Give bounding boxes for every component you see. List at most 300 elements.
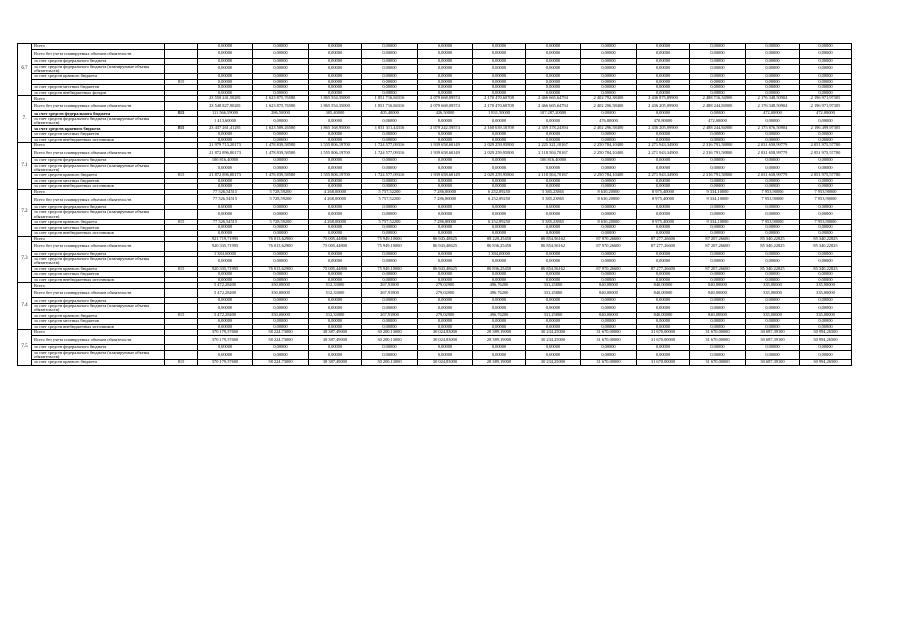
amount-cell: 30 024,83000 <box>418 360 473 366</box>
amount-cell: 7 286,80000 <box>418 195 473 204</box>
amount-cell: 0,00000 <box>690 131 746 137</box>
amount-cell: 1 623 589,26580 <box>253 126 309 132</box>
table-row <box>18 195 852 204</box>
amount-cell: 0,00000 <box>800 73 852 79</box>
amount-cell: 0,00000 <box>309 304 362 313</box>
amount-cell: 6 252,89250 <box>473 189 526 195</box>
section-number: 7.4 <box>18 283 32 330</box>
amount-cell: 2 436 875,89900 <box>637 96 690 102</box>
amount-cell: 30 024,83000 <box>418 330 473 336</box>
section-number: 7. <box>18 96 32 143</box>
amount-cell: 38 387,49000 <box>309 330 362 336</box>
amount-cell: 1 939 658,60149 <box>418 148 473 157</box>
amount-cell: 2 031 658,99779 <box>746 173 800 179</box>
amount-cell: 0,00000 <box>198 319 253 325</box>
amount-cell: 85 340,22825 <box>746 236 800 242</box>
amount-cell: 0,00000 <box>362 163 418 172</box>
amount-cell: 0,00000 <box>473 298 526 304</box>
amount-cell: 5 728,59200 <box>253 195 309 204</box>
amount-cell: 0,00000 <box>581 345 637 351</box>
amount-cell: 0,00000 <box>362 204 418 210</box>
amount-cell: 0,00000 <box>473 178 526 184</box>
table-row <box>18 210 852 219</box>
amount-cell: 7 953,90000 <box>800 195 852 204</box>
amount-cell: 0,00000 <box>253 131 309 137</box>
amount-cell: 0,00000 <box>637 58 690 64</box>
amount-cell: 0,00000 <box>526 277 581 283</box>
amount-cell: 0,00000 <box>581 184 637 190</box>
amount-cell: 335,00000 <box>746 283 800 289</box>
amount-cell: 0,00000 <box>637 178 690 184</box>
amount-cell: 0,00000 <box>253 64 309 73</box>
amount-cell: 2 176 348,50904 <box>746 101 800 110</box>
amount-cell: 0,00000 <box>690 184 746 190</box>
amount-cell: 385,40000 <box>309 111 362 117</box>
amount-cell: 0,00000 <box>418 158 473 164</box>
amount-cell: 2 029 259,95800 <box>473 143 526 149</box>
amount-cell: 2 316 791,58800 <box>690 173 746 179</box>
amount-cell: 0,00000 <box>362 272 418 278</box>
amount-cell: 107 287,20000 <box>526 111 581 117</box>
amount-cell: 30 200,13000 <box>362 335 418 344</box>
amount-cell: 0,00000 <box>362 184 418 190</box>
amount-cell: 0,00000 <box>746 277 800 283</box>
amount-cell: 0,00000 <box>800 204 852 210</box>
amount-cell: 0,00000 <box>253 210 309 219</box>
amount-cell: 0,00000 <box>581 137 637 143</box>
amount-cell: 0,00000 <box>473 58 526 64</box>
amount-cell: 0,00000 <box>690 251 746 257</box>
amount-cell: 30 234,25000 <box>526 335 581 344</box>
amount-cell: 2 250 784,10400 <box>581 143 637 149</box>
amount-cell: 23 437 261,41281 <box>198 126 253 132</box>
amount-cell: 0,00000 <box>690 44 746 50</box>
amount-cell: 21 872 896,80173 <box>198 148 253 157</box>
amount-cell: 0,00000 <box>309 319 362 325</box>
amount-cell: 0,00000 <box>198 277 253 283</box>
amount-cell: 0,00000 <box>418 85 473 91</box>
amount-cell: 2 488 244,84900 <box>690 101 746 110</box>
amount-cell: 0,00000 <box>637 324 690 330</box>
amount-cell: 7 953,90000 <box>746 189 800 195</box>
amount-cell: 0,00000 <box>690 298 746 304</box>
amount-cell: 0,00000 <box>473 79 526 85</box>
amount-cell: 0,00000 <box>418 64 473 73</box>
amount-cell: 840,00000 <box>581 289 637 298</box>
section-number: 7.5 <box>18 330 32 366</box>
budget-code <box>165 116 198 125</box>
amount-cell: 0,00000 <box>800 272 852 278</box>
amount-cell: 2 170 470,60708 <box>473 96 526 102</box>
amount-cell: 0,00000 <box>309 90 362 96</box>
amount-cell: 0,00000 <box>473 350 526 359</box>
amount-cell: 0,00000 <box>690 58 746 64</box>
amount-cell: 0,00000 <box>473 158 526 164</box>
amount-cell: 0,00000 <box>473 272 526 278</box>
amount-cell: 5 757,52200 <box>362 219 418 225</box>
amount-cell: 30 994,26500 <box>800 330 852 336</box>
amount-cell: 0,00000 <box>253 90 309 96</box>
amount-cell: 31 670,00000 <box>690 360 746 366</box>
amount-cell: 0,00000 <box>253 257 309 266</box>
amount-cell: 267,91800 <box>362 313 418 319</box>
amount-cell: 7 953,90000 <box>800 189 852 195</box>
amount-cell: 0,00000 <box>526 345 581 351</box>
amount-cell: 0,00000 <box>690 111 746 117</box>
amount-cell: 0,00000 <box>526 163 581 172</box>
funding-source-label: Всего без учета планируемых объемов обязательств <box>32 195 165 204</box>
budget-code <box>165 242 198 251</box>
amount-cell: 512,33000 <box>309 283 362 289</box>
amount-cell: 87 970,26600 <box>581 236 637 242</box>
table-row <box>18 163 852 172</box>
amount-cell: 0,00000 <box>690 319 746 325</box>
amount-cell: 0,00000 <box>581 111 637 117</box>
amount-cell: 286,50000 <box>253 111 309 117</box>
amount-cell: 86 854,56162 <box>526 236 581 242</box>
funding-source-label: за счет средств внебюджетных источников <box>32 184 165 190</box>
amount-cell: 0,00000 <box>581 131 637 137</box>
amount-cell: 0,00000 <box>253 272 309 278</box>
amount-cell: 0,00000 <box>473 49 526 58</box>
amount-cell: 0,00000 <box>198 204 253 210</box>
amount-cell: 0,00000 <box>526 44 581 50</box>
budget-code <box>165 350 198 359</box>
amount-cell: 0,00000 <box>526 85 581 91</box>
amount-cell: 0,00000 <box>526 73 581 79</box>
amount-cell: 0,00000 <box>309 79 362 85</box>
amount-cell: 0,00000 <box>473 44 526 50</box>
amount-cell: 87 970,26600 <box>581 266 637 272</box>
amount-cell: 2 466 665,64794 <box>526 96 581 102</box>
amount-cell: 0,00000 <box>362 319 418 325</box>
amount-cell: 76 013,62900 <box>253 242 309 251</box>
amount-cell: 512,33000 <box>309 289 362 298</box>
amount-cell: 0,00000 <box>473 137 526 143</box>
amount-cell: 0,00000 <box>309 73 362 79</box>
funding-source-label: за счет средств федерального бюджета (планируемые объемы обязательств) <box>32 304 165 313</box>
amount-cell: 0,00000 <box>581 49 637 58</box>
amount-cell: 9 334,10000 <box>690 189 746 195</box>
amount-cell: 840,00000 <box>690 283 746 289</box>
amount-cell: 5 728,59200 <box>253 219 309 225</box>
amount-cell: 0,00000 <box>473 257 526 266</box>
amount-cell: 2 436 205,09900 <box>637 101 690 110</box>
amount-cell: 0,00000 <box>526 90 581 96</box>
amount-cell: 0,00000 <box>418 345 473 351</box>
funding-source-label: за счет средств федерального бюджета <box>32 204 165 210</box>
amount-cell: 0,00000 <box>526 251 581 257</box>
funding-source-label: за счет средств местных бюджетов <box>32 85 165 91</box>
amount-cell: 7 953,90000 <box>746 219 800 225</box>
amount-cell: 0,00000 <box>637 298 690 304</box>
amount-cell: 31 670,00000 <box>637 360 690 366</box>
amount-cell: 0,00000 <box>309 158 362 164</box>
amount-cell: 0,00000 <box>690 90 746 96</box>
amount-cell: 0,00000 <box>526 137 581 143</box>
amount-cell: 0,00000 <box>198 298 253 304</box>
amount-cell: 0,00000 <box>418 231 473 237</box>
amount-cell: 0,00000 <box>800 49 852 58</box>
amount-cell: 0,00000 <box>526 304 581 313</box>
table-row <box>18 116 852 125</box>
amount-cell: 0,00000 <box>800 90 852 96</box>
amount-cell: 30 234,25000 <box>526 360 581 366</box>
amount-cell: 5 472,28400 <box>198 283 253 289</box>
amount-cell: 0,00000 <box>800 184 852 190</box>
amount-cell: 0,00000 <box>473 131 526 137</box>
amount-cell: 31 670,00000 <box>690 335 746 344</box>
amount-cell: 0,00000 <box>418 210 473 219</box>
table-row <box>18 350 852 359</box>
section-number: 6.7 <box>18 44 32 96</box>
amount-cell: 0,00000 <box>309 210 362 219</box>
amount-cell: 0,00000 <box>418 178 473 184</box>
amount-cell: 350,00000 <box>253 313 309 319</box>
amount-cell: 0,00000 <box>746 58 800 64</box>
amount-cell: 840,00000 <box>690 313 746 319</box>
amount-cell: 0,00000 <box>198 272 253 278</box>
amount-cell: 0,00000 <box>746 319 800 325</box>
amount-cell: 87 207,26600 <box>690 242 746 251</box>
amount-cell: 0,00000 <box>362 58 418 64</box>
amount-cell: 0,00000 <box>473 116 526 125</box>
amount-cell: 2 271 943,34900 <box>637 143 690 149</box>
amount-cell: 0,00000 <box>637 304 690 313</box>
amount-cell: 21 872 896,80173 <box>198 173 253 179</box>
amount-cell: 0,00000 <box>690 210 746 219</box>
amount-cell: 0,00000 <box>253 73 309 79</box>
amount-cell: 0,00000 <box>309 272 362 278</box>
amount-cell: 0,00000 <box>800 231 852 237</box>
funding-source-label: Всего без учета планируемых объемов обязательств <box>32 242 165 251</box>
amount-cell: 58 224,73000 <box>253 330 309 336</box>
amount-cell: 0,00000 <box>473 204 526 210</box>
amount-cell: 0,00000 <box>690 49 746 58</box>
amount-cell: 920 335,71995 <box>198 266 253 272</box>
amount-cell: 0,00000 <box>418 90 473 96</box>
amount-cell: 0,00000 <box>800 79 852 85</box>
amount-cell: 472,00000 <box>800 111 852 117</box>
amount-cell: 0,00000 <box>800 210 852 219</box>
amount-cell: 0,00000 <box>473 225 526 231</box>
amount-cell: 0,00000 <box>309 225 362 231</box>
amount-cell: 1 623 875,76580 <box>253 101 309 110</box>
amount-cell: 31 670,00000 <box>581 335 637 344</box>
amount-cell: 86 836,25458 <box>473 266 526 272</box>
amount-cell: 0,00000 <box>637 345 690 351</box>
amount-cell: 0,00000 <box>473 345 526 351</box>
amount-cell: 0,00000 <box>637 231 690 237</box>
funding-source-label: за счет средств краевого бюджета <box>32 313 165 319</box>
amount-cell: 2 029 259,95800 <box>473 148 526 157</box>
amount-cell: 0,00000 <box>690 79 746 85</box>
amount-cell: 86 943,48625 <box>418 242 473 251</box>
table-row <box>18 304 852 313</box>
amount-cell: 0,00000 <box>198 225 253 231</box>
amount-cell: 77 526,54515 <box>198 189 253 195</box>
amount-cell: 0,00000 <box>637 350 690 359</box>
amount-cell: 2 225 321,10167 <box>526 143 581 149</box>
amount-cell: 87 970,26600 <box>581 242 637 251</box>
budget-code: 815 <box>165 173 198 179</box>
amount-cell: 0,00000 <box>800 304 852 313</box>
amount-cell: 0,00000 <box>526 184 581 190</box>
amount-cell: 30 200,13000 <box>362 360 418 366</box>
amount-cell: 0,00000 <box>526 319 581 325</box>
amount-cell: 31 670,00000 <box>581 330 637 336</box>
amount-cell: 2 031 658,99779 <box>746 143 800 149</box>
amount-cell: 2 402 296,58400 <box>581 101 637 110</box>
amount-cell: 0,00000 <box>309 64 362 73</box>
amount-cell: 0,00000 <box>690 257 746 266</box>
amount-cell: 1 939 658,60149 <box>418 173 473 179</box>
amount-cell: 1 724 577,09316 <box>362 173 418 179</box>
table-row <box>18 257 852 266</box>
amount-cell: 0,00000 <box>746 44 800 50</box>
amount-cell: 5 757,52200 <box>362 189 418 195</box>
amount-cell: 0,00000 <box>253 204 309 210</box>
amount-cell: 0,00000 <box>637 131 690 137</box>
amount-cell: 0,00000 <box>800 257 852 266</box>
funding-source-label: Всего <box>32 143 165 149</box>
amount-cell: 0,00000 <box>253 277 309 283</box>
amount-cell: 9 334,10000 <box>690 219 746 225</box>
amount-cell: 921 719,71995 <box>198 236 253 242</box>
amount-cell: 335,00000 <box>800 289 852 298</box>
amount-cell: 0,00000 <box>526 225 581 231</box>
amount-cell: 0,00000 <box>309 137 362 143</box>
amount-cell: 76 013,62900 <box>253 266 309 272</box>
amount-cell: 0,00000 <box>309 204 362 210</box>
amount-cell: 28 389,19000 <box>473 360 526 366</box>
amount-cell: 1 555 806,19700 <box>309 143 362 149</box>
amount-cell: 405,40000 <box>362 111 418 117</box>
amount-cell: 0,00000 <box>800 350 852 359</box>
funding-source-label: за счет средств краевого бюджета <box>32 266 165 272</box>
amount-cell: 0,00000 <box>362 345 418 351</box>
amount-cell: 0,00000 <box>581 272 637 278</box>
amount-cell: 85 340,22825 <box>746 242 800 251</box>
amount-cell: 0,00000 <box>746 64 800 73</box>
budget-code <box>165 289 198 298</box>
amount-cell: 0,00000 <box>418 49 473 58</box>
amount-cell: 0,00000 <box>362 137 418 143</box>
amount-cell: 2 051 975,57780 <box>800 173 852 179</box>
amount-cell: 840,00000 <box>581 283 637 289</box>
amount-cell: 0,00000 <box>309 178 362 184</box>
amount-cell: 0,00000 <box>637 111 690 117</box>
funding-source-label: за счет средств местных бюджетов <box>32 178 165 184</box>
amount-cell: 0,00000 <box>746 163 800 172</box>
amount-cell: 0,00000 <box>198 58 253 64</box>
amount-cell: 0,00000 <box>690 350 746 359</box>
budget-code <box>165 304 198 313</box>
amount-cell: 2 402 296,58400 <box>581 126 637 132</box>
amount-cell: 86 854,56162 <box>526 242 581 251</box>
amount-cell: 335,00000 <box>746 313 800 319</box>
amount-cell: 2 031 658,99779 <box>746 148 800 157</box>
amount-cell: 0,00000 <box>253 178 309 184</box>
amount-cell: 0,00000 <box>198 90 253 96</box>
amount-cell: 2 170 470,60708 <box>473 101 526 110</box>
amount-cell: 0,00000 <box>637 163 690 172</box>
amount-cell: 0,00000 <box>690 73 746 79</box>
amount-cell: 0,00000 <box>581 350 637 359</box>
funding-source-label: за счет средств федерального бюджета <box>32 58 165 64</box>
amount-cell: 87 277,26600 <box>637 266 690 272</box>
amount-cell: 0,00000 <box>581 64 637 73</box>
amount-cell: 0,00000 <box>800 131 852 137</box>
funding-source-label: за счет средств местных бюджетов <box>32 131 165 137</box>
amount-cell: 58 224,73000 <box>253 335 309 344</box>
table-row <box>18 148 852 157</box>
funding-source-label: за счет средств федерального бюджета (планируемые объемы обязательств) <box>32 116 165 125</box>
amount-cell: 2 079 668,09574 <box>418 101 473 110</box>
amount-cell: 23 550 241,50281 <box>198 96 253 102</box>
amount-cell: 840,00000 <box>637 289 690 298</box>
budget-code: 815 <box>165 266 198 272</box>
amount-cell: 0,00000 <box>746 210 800 219</box>
funding-source-label: за счет средств местных бюджетов <box>32 272 165 278</box>
amount-cell: 0,00000 <box>418 131 473 137</box>
funding-source-label: Всего без учета планируемых объемов обязательств <box>32 335 165 344</box>
budget-code <box>165 257 198 266</box>
amount-cell: 0,00000 <box>690 272 746 278</box>
funding-source-label: за счет средств внебюджетных источников <box>32 277 165 283</box>
amount-cell: 0,00000 <box>746 49 800 58</box>
amount-cell: 0,00000 <box>637 64 690 73</box>
amount-cell: 0,00000 <box>526 350 581 359</box>
amount-cell: 0,00000 <box>309 163 362 172</box>
amount-cell: 2 316 791,58800 <box>690 143 746 149</box>
amount-cell: 0,00000 <box>800 324 852 330</box>
amount-cell: 0,00000 <box>581 58 637 64</box>
amount-cell: 0,00000 <box>637 251 690 257</box>
amount-cell: 6 252,89250 <box>473 195 526 204</box>
amount-cell: 0,00000 <box>309 231 362 237</box>
amount-cell: 0,00000 <box>690 64 746 73</box>
table-row <box>18 335 852 344</box>
amount-cell: 350,00000 <box>253 289 309 298</box>
amount-cell: 1 851 716,84316 <box>362 96 418 102</box>
amount-cell: 2 029 259,95800 <box>473 173 526 179</box>
amount-cell: 0,00000 <box>581 225 637 231</box>
amount-cell: 0,00000 <box>746 184 800 190</box>
funding-source-label: за счет средств внебюджетных фондов <box>32 90 165 96</box>
amount-cell: 0,00000 <box>746 350 800 359</box>
amount-cell: 0,00000 <box>198 85 253 91</box>
amount-cell: 840,00000 <box>637 313 690 319</box>
amount-cell: 0,00000 <box>526 49 581 58</box>
amount-cell: 0,00000 <box>473 184 526 190</box>
amount-cell: 85 340,22825 <box>800 266 852 272</box>
amount-cell: 2 488 716,34900 <box>690 96 746 102</box>
amount-cell: 5 757,52200 <box>362 195 418 204</box>
amount-cell: 77 526,54515 <box>198 195 253 204</box>
funding-source-label: за счет средств местных бюджетов <box>32 225 165 231</box>
amount-cell: 0,00000 <box>800 225 852 231</box>
amount-cell: 496,76200 <box>473 313 526 319</box>
amount-cell: 0,00000 <box>800 163 852 172</box>
amount-cell: 75 949,10000 <box>362 242 418 251</box>
amount-cell: 0,00000 <box>362 131 418 137</box>
amount-cell: 2 359 378,24394 <box>526 126 581 132</box>
amount-cell: 2 051 975,57780 <box>800 148 852 157</box>
amount-cell: 0,00000 <box>198 178 253 184</box>
amount-cell: 0,00000 <box>526 116 581 125</box>
amount-cell: 1 478 839,58580 <box>253 173 309 179</box>
